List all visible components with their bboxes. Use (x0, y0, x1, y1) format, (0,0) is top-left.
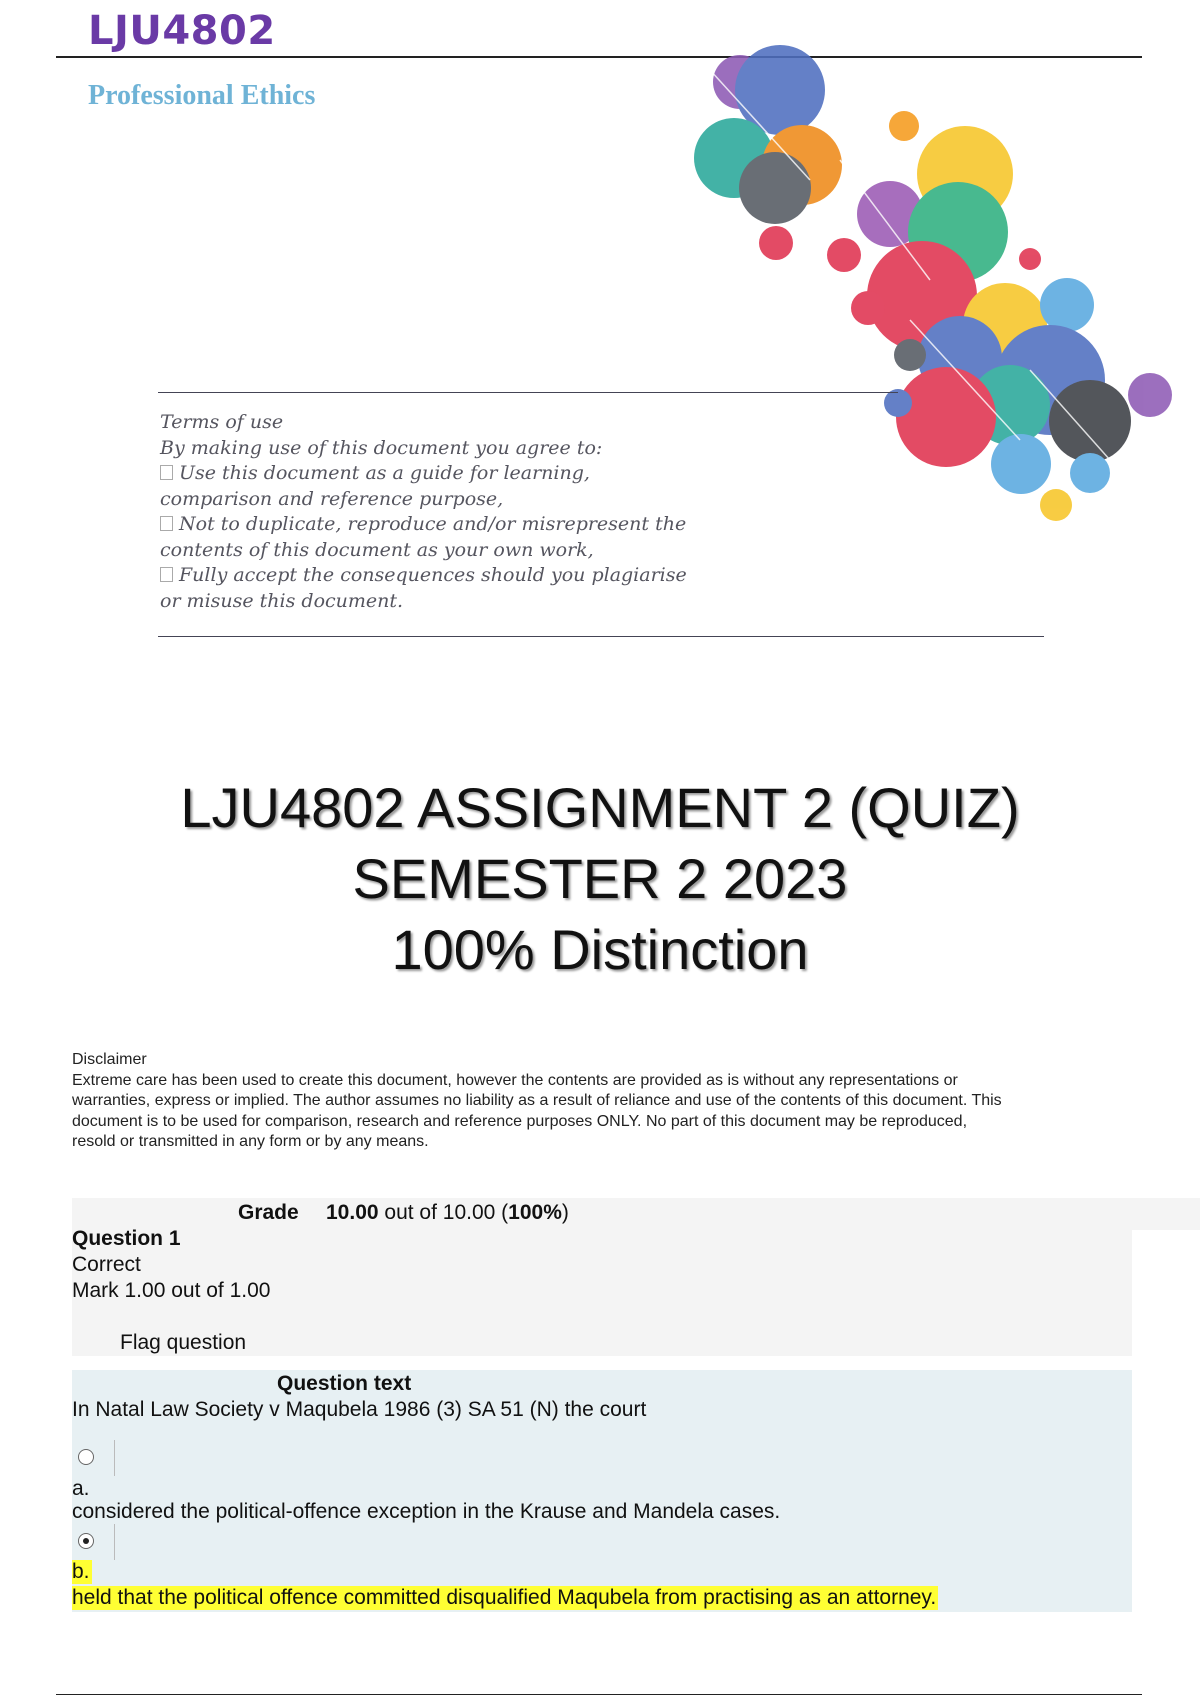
terms-heading (160, 410, 720, 436)
terms-line (160, 563, 720, 589)
option-b-letter: b. (72, 1560, 90, 1583)
terms-line (160, 487, 720, 513)
disclaimer-line: resold or transmitted in any form or by any means. (72, 1133, 429, 1150)
terms-line (160, 512, 720, 538)
terms-line-text: Fully accept the consequences should you plagiarise (179, 564, 687, 586)
question-status: Correct (72, 1253, 141, 1276)
option-b-text[interactable]: held that the political offence committed disqualified Maqubela from practising as an attorney. (72, 1586, 937, 1609)
course-code: LJU4802 (88, 8, 276, 54)
terms-top-rule (158, 392, 898, 393)
terms-line-text: contents of this document as your own work, (160, 538, 594, 561)
terms-line (160, 589, 720, 615)
terms-line-text: Terms of use (160, 411, 284, 433)
title-line-1: LJU4802 ASSIGNMENT 2 (QUIZ) (180, 776, 1020, 839)
question-number: Question 1 (72, 1227, 181, 1250)
grade-value (326, 1201, 569, 1225)
terms-line-text: By making use of this document you agree to: (160, 436, 603, 459)
terms-line-text: comparison and reference purpose, (160, 487, 504, 510)
terms-line (160, 538, 720, 564)
grade-label: Grade (238, 1201, 299, 1224)
course-subtitle: Professional Ethics (88, 80, 316, 111)
grade-percent: 100% (508, 1201, 562, 1224)
grade-score: 10.00 (326, 1201, 379, 1224)
option-b-radio-selected[interactable] (78, 1533, 94, 1549)
option-a-letter: a. (72, 1477, 90, 1500)
terms-line-text: Not to duplicate, reproduce and/or misrepresent the (179, 513, 687, 535)
document-title (0, 772, 1200, 985)
bullet-box-icon (160, 567, 173, 582)
question-text-label: Question text (277, 1372, 412, 1395)
bullet-box-icon (160, 465, 173, 480)
terms-line (160, 461, 720, 487)
option-a-radio[interactable] (78, 1449, 94, 1465)
disclaimer-line: warranties, express or implied. The author assumes no liability as a result of reliance and use of the contents of this document. This (72, 1092, 1002, 1109)
terms-of-use (160, 410, 720, 614)
disclaimer-heading: Disclaimer (72, 1051, 147, 1068)
decorative-bubbles (690, 40, 1180, 540)
flag-question-link[interactable]: Flag question (120, 1331, 247, 1354)
grade-out-of: out of 10.00 ( (378, 1201, 509, 1224)
title-line-2: SEMESTER 2 2023 (352, 847, 848, 910)
disclaimer-line: Extreme care has been used to create this document, however the contents are provided as is without any representations or (72, 1071, 958, 1089)
terms-line (160, 436, 720, 462)
question-text: In Natal Law Society v Maqubela 1986 (3) SA 51 (N) the court (72, 1398, 647, 1421)
title-line-3: 100% Distinction (391, 918, 809, 981)
bullet-box-icon (160, 516, 173, 531)
disclaimer-line: document is to be used for comparison, research and reference purposes ONLY. No part of this document may be reproduced, (72, 1112, 968, 1130)
option-a-text[interactable]: considered the political-offence exception in the Krause and Mandela cases. (72, 1500, 781, 1523)
footer-rule (56, 1694, 1142, 1695)
terms-bottom-rule (158, 636, 1044, 637)
terms-line-text: or misuse this document. (160, 589, 404, 612)
grade-close: ) (561, 1201, 569, 1224)
terms-line-text: Use this document as a guide for learning, (179, 462, 590, 484)
question-mark: Mark 1.00 out of 1.00 (72, 1279, 271, 1302)
disclaimer (72, 1050, 1134, 1153)
